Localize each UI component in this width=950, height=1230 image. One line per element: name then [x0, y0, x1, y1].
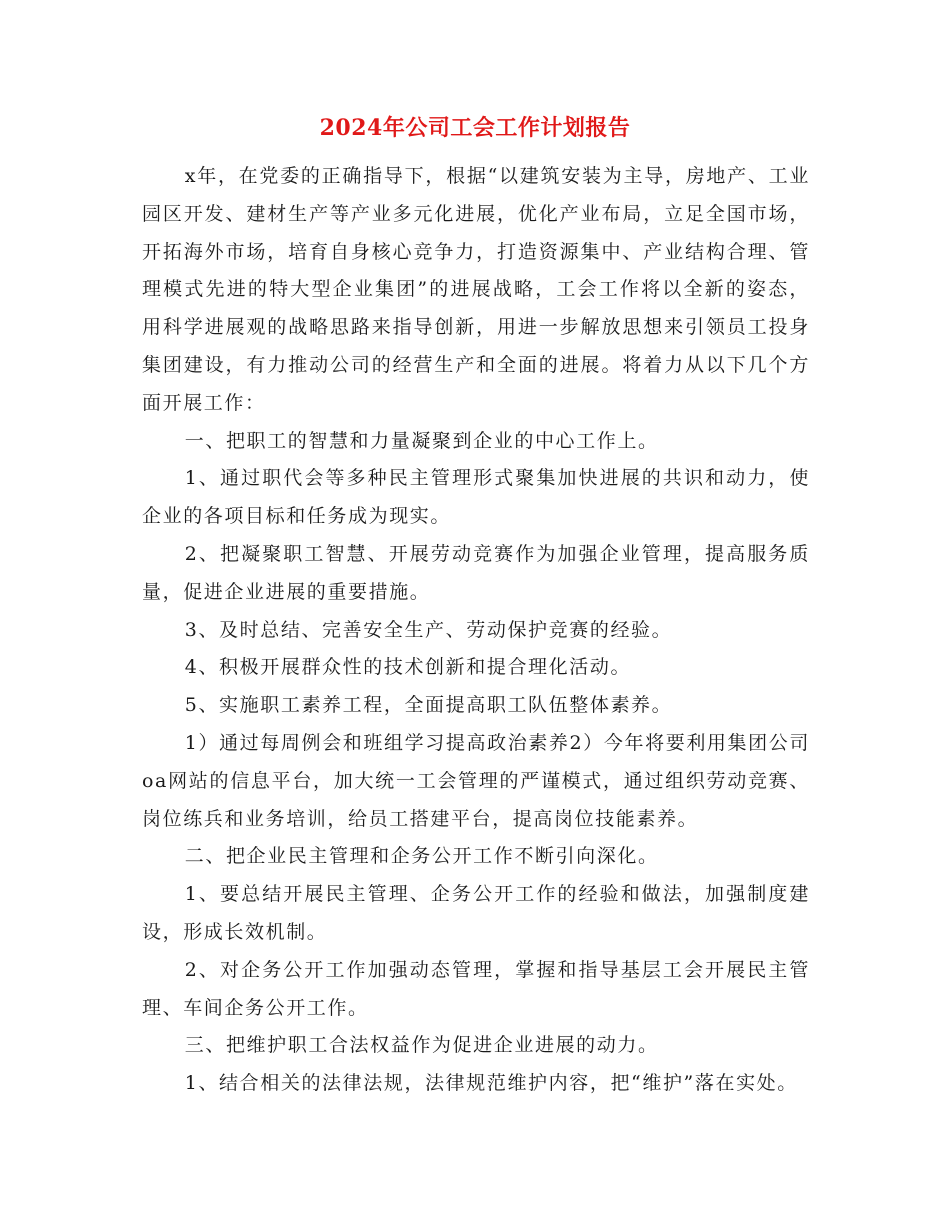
document-body [142, 158, 810, 1103]
paragraph: x年，在党委的正确指导下，根据“以建筑安装为主导，房地产、工业园区开发、建材生产等产业多元化进展，优化产业布局，立足全国市场，开拓海外市场，培育自身核心竞争力，打造资源集中、产业结构合理、管理模式先进的特大型企业集团”的进展战略，工会工作将以全新的姿态，用科学进展观的战略思路来指导创新，用进一步解放思想来引领员工投身集团建设，有力推动公司的经营生产和全面的进展。将着力从以下几个方面开展工作： [142, 165, 810, 414]
section-heading: 三、把维护职工合法权益作为促进企业进展的动力。 [184, 1034, 659, 1057]
paragraph: 1、要总结开展民主管理、企务公开工作的经验和做法，加强制度建设，形成长效机制。 [142, 883, 810, 943]
paragraph: 2、对企务公开工作加强动态管理，掌握和指导基层工会开展民主管理、车间企务公开工作。 [142, 958, 810, 1019]
paragraph: 3、及时总结、完善安全生产、劳动保护竞赛的经验。 [184, 618, 673, 641]
paragraph: 1）通过每周例会和班组学习提高政治素养2）今年将要利用集团公司oa网站的信息平台，加大统一工会管理的严谨模式，通过组织劳动竞赛、岗位练兵和业务培训，给员工搭建平台，提高岗位技能素养。 [142, 731, 810, 830]
paragraph: 1、通过职代会等多种民主管理形式聚集加快进展的共识和动力，使企业的各项目标和任务成为现实。 [142, 467, 810, 528]
document-title: 2024年公司工会工作计划报告 [319, 115, 631, 141]
section-heading: 一、把职工的智慧和力量凝聚到企业的中心工作上。 [184, 429, 659, 452]
paragraph: 4、积极开展群众性的技术创新和提合理化活动。 [184, 656, 632, 679]
paragraph: 1、结合相关的法律法规，法律规范维护内容，把“维护”落在实处。 [184, 1072, 798, 1095]
section-heading: 二、把企业民主管理和企务公开工作不断引向深化。 [184, 845, 659, 868]
paragraph: 5、实施职工素养工程，全面提高职工队伍整体素养。 [184, 694, 673, 717]
paragraph: 2、把凝聚职工智慧、开展劳动竞赛作为加强企业管理，提高服务质量，促进企业进展的重要措施。 [142, 542, 810, 603]
